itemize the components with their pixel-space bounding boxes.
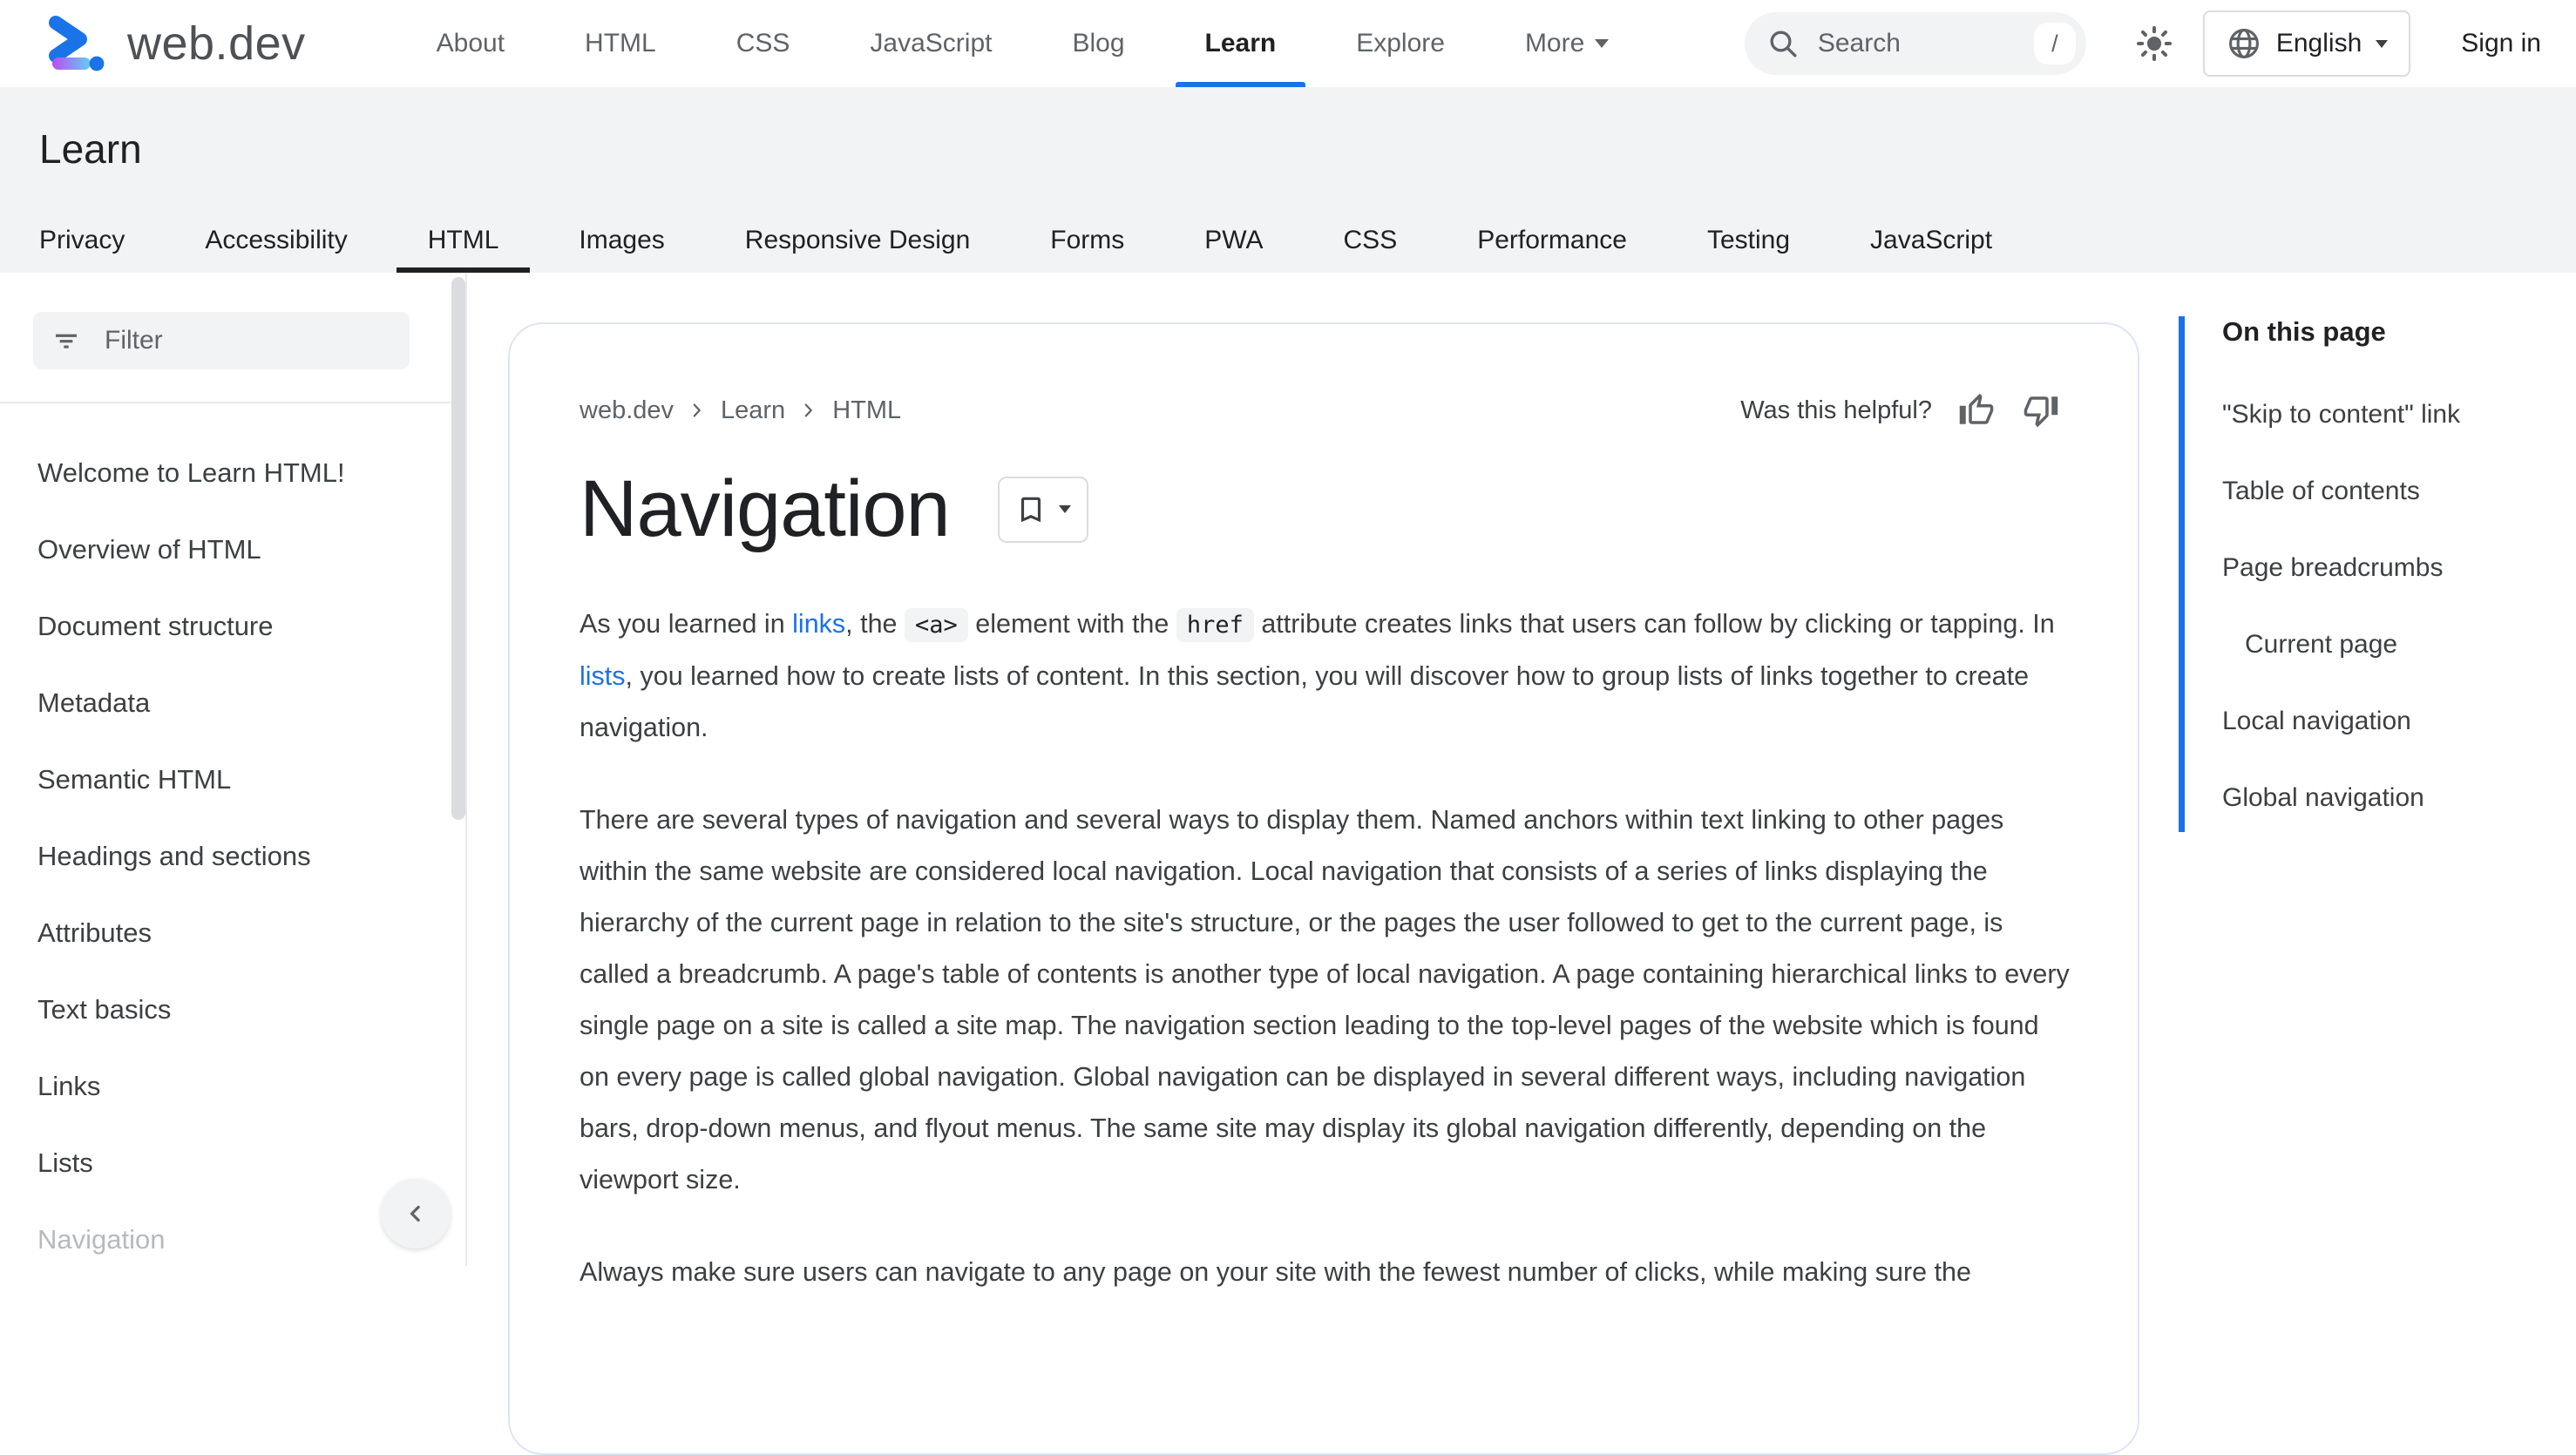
nav-item-learn[interactable]: Learn <box>1205 0 1277 87</box>
chevron-right-icon <box>688 401 707 420</box>
sidebar-item-headings-and-sections[interactable]: Headings and sections <box>37 841 311 871</box>
sidebar-item-attributes[interactable]: Attributes <box>37 917 152 948</box>
section-title: Learn <box>39 126 142 172</box>
nav-item-javascript[interactable]: JavaScript <box>870 29 993 58</box>
chevron-left-icon <box>403 1201 429 1227</box>
nav-item-about[interactable]: About <box>436 29 505 58</box>
tab-forms[interactable]: Forms <box>1050 226 1125 254</box>
feedback-label: Was this helpful? <box>1740 396 1932 424</box>
sidebar-item-semantic-html[interactable]: Semantic HTML <box>37 764 232 795</box>
section-tabs <box>0 208 2576 273</box>
toc-item-skip-to-content-link[interactable]: "Skip to content" link <box>2222 400 2461 429</box>
search-input[interactable] <box>1745 12 2086 75</box>
sun-icon <box>2134 24 2174 64</box>
tab-images[interactable]: Images <box>579 226 665 254</box>
breadcrumb <box>580 396 901 425</box>
toc-item-global-navigation[interactable]: Global navigation <box>2222 783 2424 812</box>
sidebar-item-links[interactable]: Links <box>37 1071 101 1101</box>
sidebar-item-document-structure[interactable]: Document structure <box>37 611 274 641</box>
tab-html[interactable]: HTML <box>397 208 531 273</box>
thumbs-up-button[interactable] <box>1956 390 1996 430</box>
nav-item-more[interactable]: More <box>1525 0 1609 87</box>
paragraph: There are several types of navigation and several ways to display them. Named anchors within text linking to other pages within the same website are considered local navigation. Local navigation that consists of a series of links displaying the hierarchy of the current page in relation to the site's structure, or the pages the user followed to get to the current page, is called a breadcrumb. A page's table of contents is another type of local navigation. A page containing hierarchical links to every single page on a site is called a site map. The navigation section leading to the top-level pages of the website which is found on every page is called global navigation. Global navigation can be displayed in several different ways, including navigation bars, drop-down menus, and flyout menus. The same site may display its global navigation differently, depending on the viewport size. <box>580 805 2070 1194</box>
inline-code: href <box>1176 608 1254 642</box>
article-card <box>508 322 2139 1455</box>
sidebar-item-welcome-to-learn-html[interactable]: Welcome to Learn HTML! <box>37 457 345 488</box>
nav-item-html[interactable]: HTML <box>585 29 656 58</box>
tab-performance[interactable]: Performance <box>1477 226 1627 254</box>
thumbs-down-icon <box>2023 392 2059 429</box>
chevron-right-icon <box>799 401 818 420</box>
tab-responsive-design[interactable]: Responsive Design <box>744 226 971 254</box>
breadcrumb-item-learn[interactable]: Learn <box>721 396 786 424</box>
inline-link[interactable]: lists <box>580 661 626 691</box>
article-toolbar <box>580 390 2061 430</box>
tab-privacy[interactable]: Privacy <box>39 226 125 254</box>
toc-accent-rule <box>2179 316 2185 832</box>
language-button[interactable] <box>2203 10 2410 77</box>
article-body <box>580 599 2070 1298</box>
toc-item-local-navigation[interactable]: Local navigation <box>2222 707 2411 735</box>
toc-item-page-breadcrumbs[interactable]: Page breadcrumbs <box>2222 553 2444 582</box>
sidebar <box>0 273 467 1266</box>
sidebar-item-navigation[interactable]: Navigation <box>37 1224 166 1255</box>
language-label: English <box>2275 29 2362 58</box>
bookmark-icon <box>1014 493 1047 526</box>
search-shortcut-badge: / <box>2034 23 2076 64</box>
header-actions <box>1745 10 2541 77</box>
logo-mark-icon <box>42 14 108 73</box>
tab-testing[interactable]: Testing <box>1706 226 1791 254</box>
filter-placeholder: Filter <box>105 326 163 355</box>
toc-item-current-page[interactable]: Current page <box>2245 630 2398 659</box>
top-header <box>0 0 2576 87</box>
logo-wordmark: web.dev <box>127 17 306 70</box>
primary-nav <box>437 0 1610 87</box>
tab-css[interactable]: CSS <box>1343 226 1398 254</box>
inline-code: <a> <box>905 608 968 642</box>
sidebar-item-metadata[interactable]: Metadata <box>37 687 151 718</box>
chevron-down-icon <box>1595 39 1609 48</box>
filter-input[interactable] <box>33 312 410 369</box>
breadcrumb-item-html: HTML <box>832 396 902 424</box>
sidebar-item-overview-of-html[interactable]: Overview of HTML <box>37 534 261 565</box>
tab-javascript[interactable]: JavaScript <box>1870 226 1993 254</box>
nav-item-explore[interactable]: Explore <box>1356 29 1445 58</box>
sidebar-item-lists[interactable]: Lists <box>37 1147 93 1178</box>
toc-item-table-of-contents[interactable]: Table of contents <box>2222 477 2420 505</box>
logo[interactable] <box>42 14 306 73</box>
tab-pwa[interactable]: PWA <box>1204 226 1264 254</box>
search-placeholder: Search <box>1817 29 1901 58</box>
learn-header <box>0 87 2576 273</box>
thumbs-down-button[interactable] <box>2021 390 2061 430</box>
thumbs-up-icon <box>1958 392 1995 429</box>
sidebar-list <box>0 435 465 1278</box>
tab-accessibility[interactable]: Accessibility <box>205 226 348 254</box>
sign-in-link[interactable]: Sign in <box>2461 29 2541 58</box>
chevron-down-icon <box>1059 505 1071 513</box>
toc-heading: On this page <box>2222 316 2386 347</box>
breadcrumb-item-web-dev[interactable]: web.dev <box>580 396 675 424</box>
feedback <box>1740 390 2061 430</box>
sidebar-scrollbar[interactable] <box>451 277 465 820</box>
page-title: Navigation <box>580 464 950 553</box>
paragraph: As you learned in links, the <a> element with the href attribute creates links that users can follow by clicking or tapping. In lists, you learned how to create lists of content. In this section, you will discover how to group lists of links together to create navigation. <box>580 609 2055 742</box>
title-row <box>580 464 2061 555</box>
globe-icon <box>2226 25 2262 62</box>
chevron-down-icon <box>2376 40 2388 48</box>
search-icon <box>1766 26 1800 61</box>
divider <box>0 402 465 403</box>
sidebar-collapse-button[interactable] <box>381 1179 451 1249</box>
filter-icon <box>52 327 80 355</box>
sidebar-item-text-basics[interactable]: Text basics <box>37 994 172 1025</box>
nav-item-css[interactable]: CSS <box>736 29 790 58</box>
inline-link[interactable]: links <box>792 609 846 639</box>
nav-item-blog[interactable]: Blog <box>1072 29 1125 58</box>
toc-list <box>2222 376 2460 836</box>
theme-toggle-button[interactable] <box>2132 21 2177 66</box>
bookmark-button[interactable] <box>998 477 1088 543</box>
paragraph: Always make sure users can navigate to any page on your site with the fewest number of clicks, while making sure the <box>580 1257 1971 1287</box>
